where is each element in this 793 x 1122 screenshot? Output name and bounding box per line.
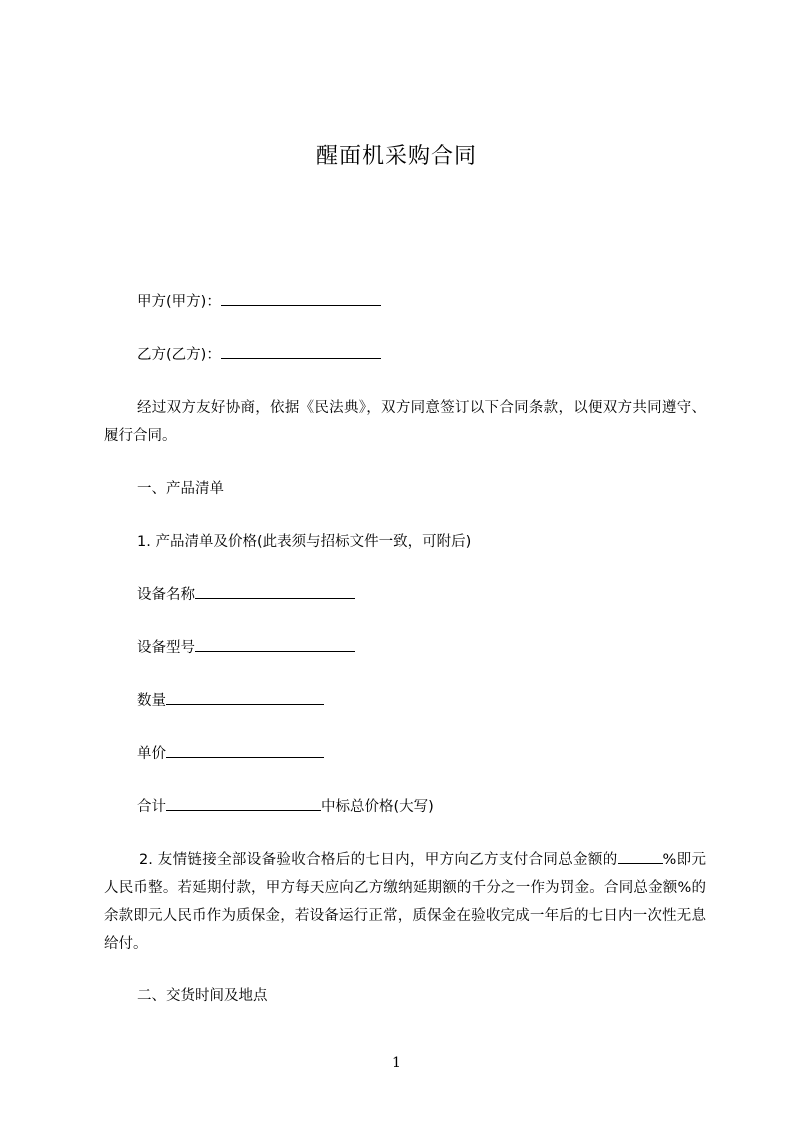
intro-paragraph: 经过双方友好协商，依据《民法典》，双方同意签订以下合同条款，以便双方共同遵守、履行合同。 (104, 400, 706, 444)
unit-price-line (137, 743, 324, 764)
device-name-line (137, 584, 355, 605)
quantity-label: 数量 (137, 693, 166, 709)
payment-part1: 2. 友情链接全部设备验收合格后的七日内，甲方向乙方支付合同总金额的 (139, 852, 618, 868)
quantity-blank (166, 690, 324, 705)
party-b-line (137, 344, 381, 365)
device-model-blank (195, 637, 355, 652)
unit-price-label: 单价 (137, 746, 166, 762)
device-name-blank (195, 584, 355, 599)
party-a-line (137, 291, 381, 312)
device-model-label: 设备型号 (137, 640, 195, 656)
device-name-label: 设备名称 (137, 587, 195, 603)
party-b-blank (221, 344, 381, 359)
payment-percent-blank (618, 849, 663, 864)
page-number: 1 (392, 1055, 401, 1071)
party-a-label: 甲方(甲方)： (137, 294, 221, 310)
section1-heading: 一、产品清单 (137, 481, 224, 497)
device-model-line (137, 637, 355, 658)
total-line (137, 796, 434, 817)
total-suffix: 中标总价格(大写) (321, 799, 434, 815)
document-title: 醒面机采购合同 (315, 144, 477, 169)
total-blank (166, 796, 321, 811)
payment-paragraph (104, 846, 706, 958)
item1-label: 1. 产品清单及价格(此表须与招标文件一致，可附后) (137, 534, 472, 550)
party-a-blank (221, 291, 381, 306)
section2-heading: 二、交货时间及地点 (137, 988, 268, 1004)
unit-price-blank (166, 743, 324, 758)
party-b-label: 乙方(乙方)： (137, 347, 221, 363)
quantity-line (137, 690, 324, 711)
payment-part2: %即元人民币整。若延期付款，甲方每天应向乙方缴纳延期额的千分之一作为罚金。合同总金额%的余款即元人民币作为质保金，若设备运行正常，质保金在验收完成一年后的七日内一次性无息给付。 (104, 852, 706, 952)
total-label: 合计 (137, 799, 166, 815)
